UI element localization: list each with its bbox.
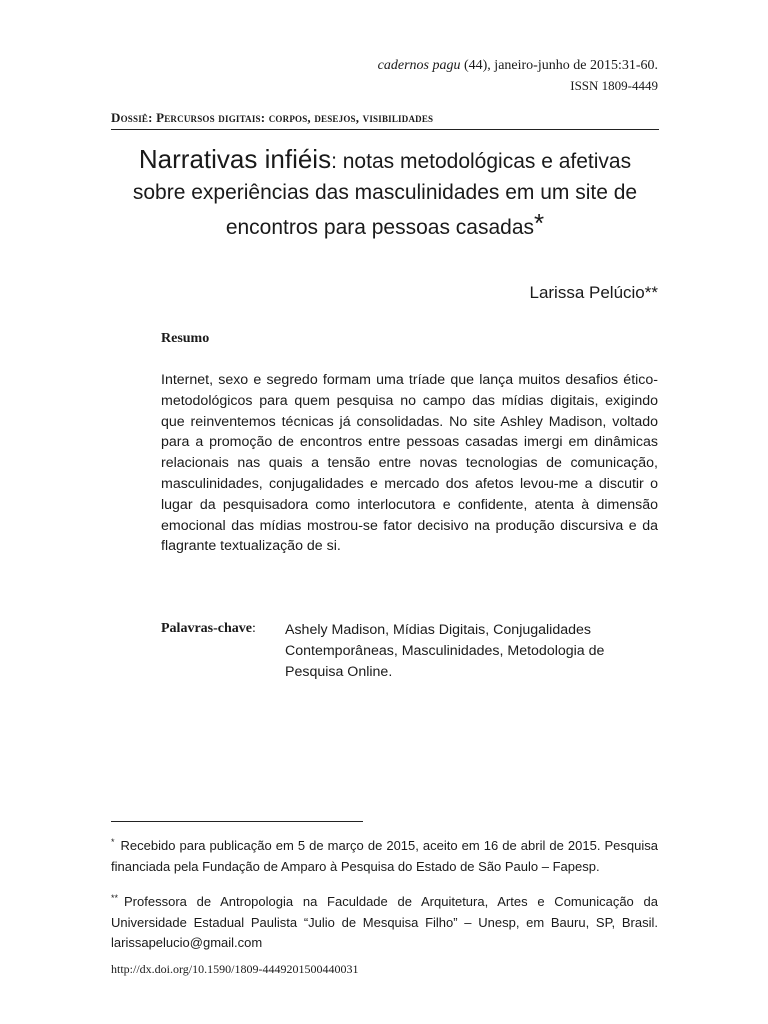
title-footnote-marker: * bbox=[534, 208, 545, 238]
footnote-1-text: Recebido para publicação em 5 de março de 2015, aceito em 16 de abril de 2015. Pesquisa financiada pela Fundação de Amparo à Pesquisa do Estado de São Paulo – Fapesp. bbox=[111, 838, 658, 874]
title-main: Narrativas infiéis bbox=[138, 144, 332, 174]
footnote-1-mark: * bbox=[111, 837, 115, 847]
abstract-text: Internet, sexo e segredo formam uma tríade que lança muitos desafios ético-metodológicos para quem pesquisa no campo das mídias digitais, exigindo que reinventemos técnicas já consolidadas. No site Ashley Madison, voltado para a promoção de encontros entre pessoas casadas imergi em dinâmicas relacionais nas quais a tensão entre novas tecnologias de comunicação, masculinidades, conjugalidades e mercado dos afetos levou-me a discutir o lugar da pesquisadora como interlocutora e confidente, atenta à dimensão emocional das mídias mostrou-se fator decisivo na produção discursiva e da flagrante textualização de si. bbox=[161, 372, 658, 555]
footnote-2-text: Professora de Antropologia na Faculdade de Arquitetura, Artes e Comunicação da Universidade Estadual Paulista “Julio de Mesquisa Filho” – Unesp, em Bauru, SP, Brasil. larissapelucio@gmail.com bbox=[111, 894, 658, 950]
doi-link[interactable]: http://dx.doi.org/10.1590/1809-4449201500440031 bbox=[111, 962, 359, 976]
author-name: Larissa Pelúcio** bbox=[529, 283, 658, 302]
journal-issue: (44), janeiro-junho de 2015:31-60. bbox=[460, 58, 658, 73]
footnote-2 bbox=[111, 888, 658, 954]
footnote-2-mark: ** bbox=[111, 893, 119, 903]
keywords-label bbox=[161, 621, 256, 637]
title-subtitle: : notas metodológicas e afetivas sobre experiências das masculinidades em um site de encontros para pessoas casadas bbox=[132, 150, 638, 239]
keywords-text: Ashely Madison, Mídias Digitais, Conjugalidades Contemporâneas, Masculinidades, Metodologia de Pesquisa Online. bbox=[285, 622, 605, 680]
journal-citation bbox=[378, 56, 658, 76]
footnote-1 bbox=[111, 832, 658, 877]
keywords-separator: : bbox=[251, 621, 256, 636]
keywords-label-text: Palavras-chave bbox=[161, 621, 252, 636]
dossier-heading: Dossiê: Percursos digitais: corpos, desejos, visibilidades bbox=[111, 110, 659, 130]
issn: ISSN 1809-4449 bbox=[570, 78, 658, 93]
abstract-heading: Resumo bbox=[161, 331, 210, 346]
journal-name: cadernos pagu bbox=[377, 58, 461, 73]
article-title bbox=[111, 144, 659, 243]
footnote-divider bbox=[111, 821, 363, 822]
